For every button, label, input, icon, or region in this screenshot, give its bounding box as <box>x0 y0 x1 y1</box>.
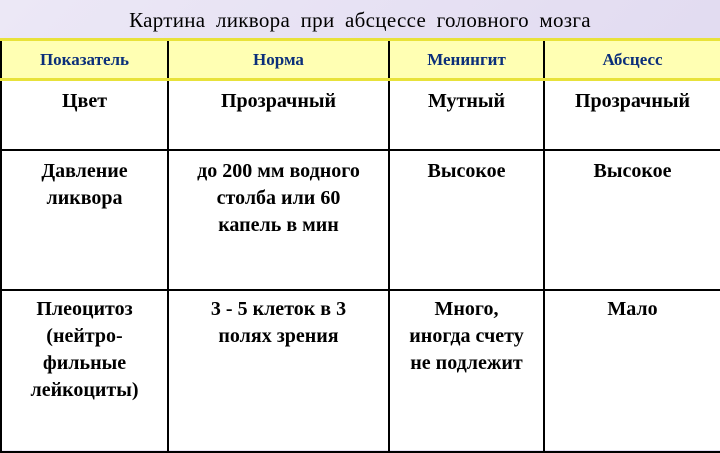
page-title: Картина ликвора при абсцессе головного мозга <box>129 8 591 32</box>
cell-text: Мутный <box>427 90 506 112</box>
table-header-row <box>1 40 720 80</box>
cell-indicator <box>1 290 168 452</box>
cell-abscess <box>544 290 720 452</box>
cell-text: Высокое <box>593 159 672 182</box>
cell-indicator <box>1 80 168 150</box>
cell-abscess <box>544 80 720 150</box>
header-indicator: Показатель <box>1 40 168 80</box>
cell-text: Давление ликвора <box>41 159 128 209</box>
cell-abscess <box>544 150 720 290</box>
header-abscess: Абсцесс <box>544 40 720 80</box>
table-row <box>1 150 720 290</box>
cell-text: Мало <box>607 297 658 320</box>
cell-meningitis <box>389 80 544 150</box>
cell-text: Прозрачный <box>221 90 336 112</box>
cell-meningitis <box>389 290 544 452</box>
cell-text: до 200 мм водного столба или 60 капель в мин <box>197 159 360 236</box>
cell-text: Прозрачный <box>575 90 690 112</box>
cell-text: Плеоцитоз (нейтро- фильные лейкоциты) <box>30 297 139 401</box>
cell-text: Цвет <box>61 90 108 112</box>
cell-text: Много, иногда счету не подлежит <box>409 297 524 374</box>
header-meningitis: Менингит <box>389 40 544 80</box>
cell-norm <box>168 290 389 452</box>
cell-indicator <box>1 150 168 290</box>
table-container <box>0 38 720 450</box>
cell-text: Высокое <box>427 159 506 182</box>
cell-text: 3 - 5 клеток в 3 полях зрения <box>210 297 347 347</box>
table-row <box>1 80 720 150</box>
cell-norm <box>168 150 389 290</box>
header-norm: Норма <box>168 40 389 80</box>
csf-comparison-table <box>0 38 720 453</box>
cell-meningitis <box>389 150 544 290</box>
cell-norm <box>168 80 389 150</box>
table-row <box>1 290 720 452</box>
